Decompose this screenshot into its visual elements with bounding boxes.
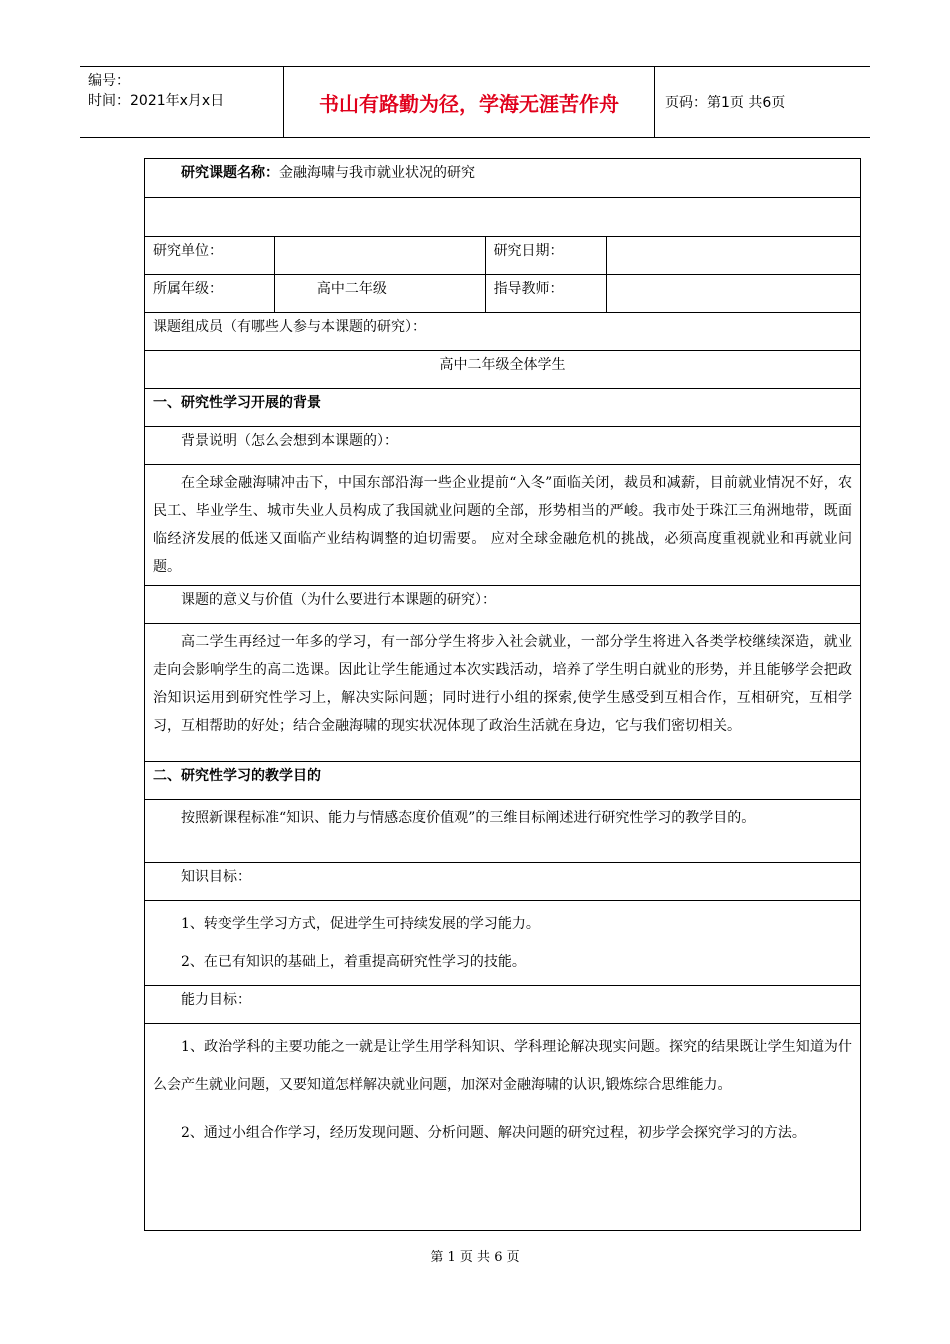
background-label-row: [145, 427, 861, 465]
ability-label-row: [145, 986, 861, 1024]
significance-text: 高二学生再经过一年多的学习，有一部分学生将步入社会就业，一部分学生将进入各类学校继续深造，就业走向会影响学生的高二选课。因此让学生能通过本次实践活动，培养了学生明白就业的形势，并且能够学会把政治知识运用到研究性学习上，解决实际问题；同时进行小组的探索,使学生感受到互相合作，互相研究，互相学习，互相帮助的好处；结合金融海啸的现实状况体现了政治生活就在身边，它与我们密切相关。: [153, 634, 852, 734]
significance-text-row: [145, 624, 861, 762]
members-value: 高中二年级全体学生: [145, 351, 861, 389]
date-label: 研究日期：: [485, 237, 607, 275]
teacher-value: [607, 275, 861, 313]
intro-cell: [145, 800, 861, 863]
blank-cell: [145, 198, 861, 237]
header-motto: 书山有路勤为径，学海无涯苦作舟: [283, 67, 655, 137]
unit-value: [274, 237, 485, 275]
title-cell: [145, 159, 861, 198]
section2-heading-row: [145, 762, 861, 800]
unit-label: 研究单位：: [145, 237, 275, 275]
intro-row: [145, 800, 861, 863]
title-label: 研究课题名称：: [181, 165, 279, 181]
document-number-label: 编号：: [88, 73, 130, 89]
date-value: [607, 237, 861, 275]
grade-teacher-row: [145, 275, 861, 313]
knowledge-items-row: [145, 901, 861, 986]
knowledge-items-cell: [145, 901, 861, 986]
ability-item: 1、政治学科的主要功能之一就是让学生用学科知识、学科理论解决现实问题。探究的结果既让学生知道为什么会产生就业问题，又要知道怎样解决就业问题，加深对金融海啸的认识,锻炼综合思维能力。: [153, 1039, 852, 1093]
grade-label: 所属年级：: [145, 275, 275, 313]
members-label: 课题组成员（有哪些人参与本课题的研究）：: [145, 313, 861, 351]
members-label-row: [145, 313, 861, 351]
ability-items-cell: [145, 1024, 861, 1231]
members-value-row: [145, 351, 861, 389]
significance-label-row: [145, 586, 861, 624]
section2-heading: 二、研究性学习的教学目的: [145, 762, 861, 800]
page-footer: 第 1 页 共 6 页: [430, 1250, 520, 1265]
knowledge-label-row: [145, 863, 861, 901]
section1-heading-row: [145, 389, 861, 427]
ability-items-row: [145, 1024, 861, 1231]
ability-label: 能力目标：: [145, 986, 861, 1024]
grade-value: 高中二年级: [274, 275, 485, 313]
ability-item: 2、通过小组合作学习，经历发现问题、分析问题、解决问题的研究过程，初步学会探究学习的方法。: [181, 1125, 806, 1141]
page-header: [80, 66, 870, 138]
section1-heading: 一、研究性学习开展的背景: [145, 389, 861, 427]
header-meta: [80, 67, 283, 137]
document-time-label: 时间：2021年x月x日: [88, 93, 225, 109]
knowledge-label: 知识目标：: [145, 863, 861, 901]
teacher-label: 指导教师：: [485, 275, 607, 313]
research-form-table: [144, 158, 861, 1231]
title-value: 金融海啸与我市就业状况的研究: [279, 165, 475, 181]
knowledge-item: 2、在已有知识的基础上，着重提高研究性学习的技能。: [181, 954, 526, 970]
background-label: 背景说明（怎么会想到本课题的）：: [145, 427, 861, 465]
background-text-row: [145, 465, 861, 586]
significance-label: 课题的意义与价值（为什么要进行本课题的研究）：: [145, 586, 861, 624]
significance-text-cell: [145, 624, 861, 762]
title-row: [145, 159, 861, 198]
background-text-cell: [145, 465, 861, 586]
intro-text: 按照新课程标准“知识、能力与情感态度价值观”的三维目标阐述进行研究性学习的教学目的。: [181, 810, 756, 826]
unit-date-row: [145, 237, 861, 275]
knowledge-item: 1、转变学生学习方式，促进学生可持续发展的学习能力。: [181, 916, 540, 932]
header-page-number: 页码：第1页 共6页: [665, 95, 786, 111]
blank-row: [145, 198, 861, 237]
background-text: 在全球金融海啸冲击下，中国东部沿海一些企业提前“入冬”面临关闭，裁员和减薪，目前就业情况不好，农民工、毕业学生、城市失业人员构成了我国就业问题的全部，形势相当的严峻。我市处于珠江三角洲地带，既面临经济发展的低迷又面临产业结构调整的迫切需要。 应对全球金融危机的挑战，必须高度重视就业和再就业问题。: [153, 475, 852, 575]
